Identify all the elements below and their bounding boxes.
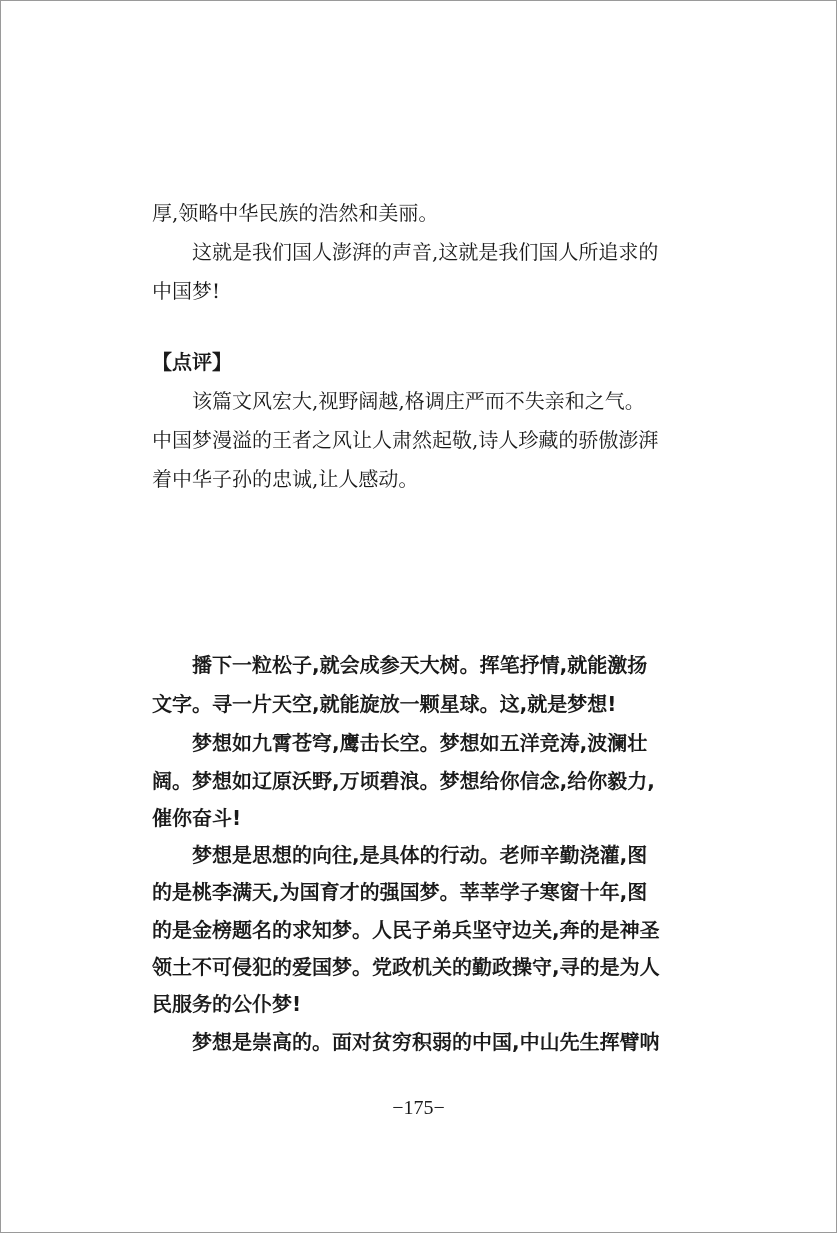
- essay2-line-11: 梦想是崇高的。面对贫穷积弱的中国,中山先生挥臂呐: [192, 1030, 660, 1054]
- essay-line-1: 厚,领略中华民族的浩然和美丽。: [152, 201, 439, 225]
- essay2-line-7: 的是桃李满天,为国育才的强国梦。莘莘学子寒窗十年,图: [152, 880, 648, 904]
- review-line-3: 着中华子孙的忠诚,让人感动。: [152, 467, 419, 491]
- essay2-line-1: 播下一粒松子,就会成参天大树。挥笔抒情,就能激扬: [192, 653, 648, 677]
- essay2-line-6: 梦想是思想的向往,是具体的行动。老师辛勤浇灌,图: [192, 843, 648, 867]
- review-line-1: 该篇文风宏大,视野阔越,格调庄严而不失亲和之气。: [192, 389, 645, 413]
- essay2-line-8: 的是金榜题名的求知梦。人民子弟兵坚守边关,奔的是神圣: [152, 918, 660, 942]
- review-heading: 【点评】: [152, 350, 232, 374]
- essay2-line-2: 文字。寻一片天空,就能旋放一颗星球。这,就是梦想!: [152, 692, 617, 716]
- essay2-line-3: 梦想如九霄苍穹,鹰击长空。梦想如五洋竞涛,波澜壮: [192, 731, 648, 755]
- review-line-2: 中国梦漫溢的王者之风让人肃然起敬,诗人珍藏的骄傲澎湃: [152, 428, 659, 452]
- essay-line-3: 中国梦!: [152, 279, 221, 303]
- essay2-line-10: 民服务的公仆梦!: [152, 992, 302, 1016]
- essay2-line-4: 阔。梦想如辽原沃野,万顷碧浪。梦想给你信念,给你毅力,: [152, 769, 655, 793]
- page-number: −175−: [392, 1097, 445, 1119]
- essay-line-2: 这就是我们国人澎湃的声音,这就是我们国人所追求的: [192, 240, 659, 264]
- essay2-line-5: 催你奋斗!: [152, 806, 242, 830]
- essay2-line-9: 领土不可侵犯的爱国梦。党政机关的勤政操守,寻的是为人: [152, 955, 660, 979]
